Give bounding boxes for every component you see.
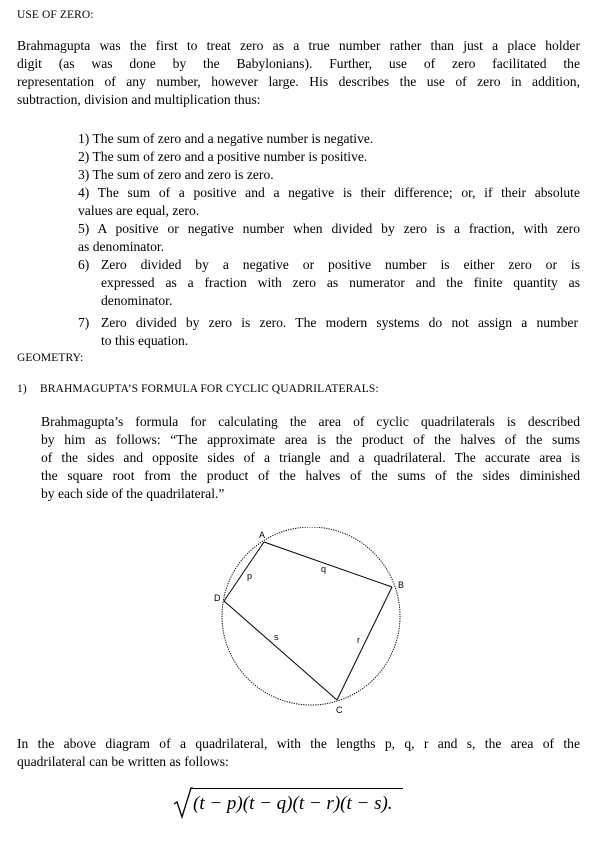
rule-7 <box>78 314 580 350</box>
section-heading-geometry: GEOMETRY: <box>17 352 84 364</box>
rule-4-line-2: values are equal, zero. <box>78 203 200 218</box>
desc-line: the square root from the product of the halves of the sums of the sides diminished <box>41 468 580 483</box>
radical-overline <box>191 788 403 789</box>
rule-6-line-1: Zero divided by a negative or positive number is either zero or is <box>101 257 580 272</box>
vertex-label-d: D <box>214 593 221 603</box>
side-label-s: s <box>274 632 279 642</box>
vertex-label-c: C <box>336 705 343 715</box>
geometry-item-number: 1) <box>17 383 27 395</box>
desc-line: of the sides and opposite sides of a triangle and a quadrilateral. The accurate area is <box>41 450 580 465</box>
rule-4-line-1: 4) The sum of a positive and a negative is their difference; or, if their absolute <box>78 185 580 200</box>
side-label-r: r <box>357 635 360 645</box>
side-s-line <box>224 601 337 700</box>
desc-line: Brahmagupta’s formula for calculating the area of cyclic quadrilaterals is described <box>41 414 580 429</box>
rule-1: 1) The sum of zero and a negative number is negative. <box>78 131 374 146</box>
rule-6 <box>78 256 580 310</box>
cyclic-quadrilateral-diagram <box>205 527 410 722</box>
intro-line: digit (as was done by the Babylonians). Further, use of zero facilitated the <box>17 56 580 71</box>
rule-7-number: 7) <box>78 315 90 330</box>
circumcircle <box>222 527 400 705</box>
rule-3: 3) The sum of zero and zero is zero. <box>78 167 274 182</box>
desc-line: by each side of the quadrilateral.” <box>41 486 225 501</box>
section-heading-zero: USE OF ZERO: <box>17 9 94 21</box>
rule-7-line-2: to this equation. <box>101 333 189 348</box>
square-root-sign <box>173 786 193 822</box>
zero-rules-list <box>78 130 580 256</box>
side-q-line <box>264 542 392 587</box>
rule-6-line-2: expressed as a fraction with zero as numerator and the finite quantity as <box>101 275 580 290</box>
intro-line: representation of any number, however large. His describes the use of zero in addition, <box>17 74 580 89</box>
brahmagupta-formula: (t − p)(t − q)(t − r)(t − s). <box>193 793 393 814</box>
after-diagram-paragraph <box>17 735 580 771</box>
side-r-line <box>337 587 392 700</box>
rule-2: 2) The sum of zero and a positive number is positive. <box>78 149 368 164</box>
rule-5-line-1: 5) A positive or negative number when divided by zero is a fraction, with zero <box>78 221 580 236</box>
side-label-p: p <box>247 571 253 581</box>
rule-6-line-3: denominator. <box>101 293 173 308</box>
intro-line: Brahmagupta was the first to treat zero as a true number rather than just a place holder <box>17 38 580 53</box>
formula-description <box>41 413 580 503</box>
rule-6-number: 6) <box>78 257 90 272</box>
geometry-item-title: BRAHMAGUPTA’S FORMULA FOR CYCLIC QUADRILATERALS: <box>40 383 379 395</box>
after-line: In the above diagram of a quadrilateral, with the lengths p, q, r and s, the area of the <box>17 736 580 751</box>
after-line: quadrilateral can be written as follows: <box>17 754 229 769</box>
rule-7-line-1: Zero divided by zero is zero. The modern systems do not assign a number <box>101 315 578 330</box>
intro-line: subtraction, division and multiplication thus: <box>17 92 261 107</box>
rule-5-line-2: as denominator. <box>78 239 165 254</box>
side-label-q: q <box>321 564 327 574</box>
side-p-line <box>224 542 264 601</box>
zero-intro-paragraph <box>17 37 580 109</box>
desc-line: by him as follows: “The approximate area is the product of the halves of the sums <box>41 432 580 447</box>
vertex-label-b: B <box>398 580 405 590</box>
vertex-label-a: A <box>259 530 266 540</box>
